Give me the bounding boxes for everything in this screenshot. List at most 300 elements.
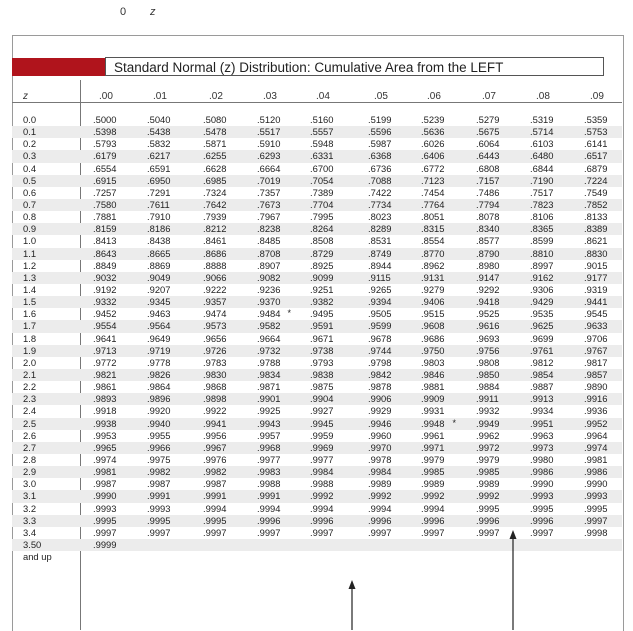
table-cell: .8708 <box>257 247 281 259</box>
z-value: 1.9 <box>23 344 37 356</box>
table-cell: .9699 <box>530 332 554 344</box>
table-cell: .8508 <box>310 235 334 247</box>
table-cell: .8849 <box>93 259 117 271</box>
table-cell: .9279 <box>421 283 445 295</box>
table-cell: .8749 <box>368 247 392 259</box>
table-cell: .9997 <box>310 526 334 538</box>
z-value: 0.1 <box>23 126 37 138</box>
table-cell: .8078 <box>476 211 500 223</box>
table-cell: .5871 <box>203 138 227 150</box>
table-cell: .9943 <box>257 417 281 429</box>
table-cell: .9798 <box>368 356 392 368</box>
z-value: 2.4 <box>23 405 37 417</box>
header-col-6: .05 <box>374 91 388 102</box>
table-cell: .6406 <box>421 150 445 162</box>
table-cell: .9821 <box>93 368 117 380</box>
table-cell: .9993 <box>530 490 554 502</box>
table-cell: .7324 <box>203 186 227 198</box>
table-cell: .6591 <box>147 162 171 174</box>
table-cell: .9616 <box>476 320 500 332</box>
table-cell: .9957 <box>257 429 281 441</box>
table-cell: .9357 <box>203 296 227 308</box>
table-cell: .9686 <box>421 332 445 344</box>
table-cell: .9918 <box>93 405 117 417</box>
table-cell: .8023 <box>368 211 392 223</box>
table-row <box>12 490 622 502</box>
table-cell: .5596 <box>368 126 392 138</box>
header-col-10: .09 <box>590 91 604 102</box>
table-cell: .8315 <box>421 223 445 235</box>
table-cell: .6772 <box>421 162 445 174</box>
table-row <box>12 163 622 175</box>
table-cell: .9955 <box>147 429 171 441</box>
table-cell: .9981 <box>584 453 608 465</box>
table-cell: .9974 <box>584 441 608 453</box>
table-cell: .9890 <box>584 381 608 393</box>
table-cell: .9015 <box>584 259 608 271</box>
table-cell: .7734 <box>368 198 392 210</box>
table-cell: .7580 <box>93 198 117 210</box>
table-cell: .9904 <box>310 393 334 405</box>
table-cell: .6844 <box>530 162 554 174</box>
table-cell: .9925 <box>257 405 281 417</box>
table-cell: .9995 <box>476 502 500 514</box>
table-cell: .9948 <box>421 417 445 429</box>
table-cell: .9783 <box>203 356 227 368</box>
table-cell: .9988 <box>257 478 281 490</box>
table-cell: .9868 <box>203 381 227 393</box>
table-cell: .9995 <box>203 514 227 526</box>
table-cell: .9956 <box>203 429 227 441</box>
table-cell: .9706 <box>584 332 608 344</box>
table-cell: .9857 <box>584 368 608 380</box>
table-cell: .9664 <box>257 332 281 344</box>
z-value: 2.5 <box>23 417 37 429</box>
table-cell: .7549 <box>584 186 608 198</box>
table-cell: .9582 <box>257 320 281 332</box>
table-cell: .9983 <box>257 466 281 478</box>
header-col-7: .06 <box>427 91 441 102</box>
header-col-2: .01 <box>153 91 167 102</box>
table-cell: .9968 <box>257 441 281 453</box>
table-cell: .9946 <box>368 417 392 429</box>
table-cell: .8264 <box>310 223 334 235</box>
table-cell: .9969 <box>310 441 334 453</box>
table-cell: .9994 <box>421 502 445 514</box>
table-cell: .7224 <box>584 174 608 186</box>
z-value: 3.1 <box>23 490 37 502</box>
table-cell: .9986 <box>530 466 554 478</box>
axis-zero-label: 0 <box>120 6 127 18</box>
table-cell: .5319 <box>530 114 554 125</box>
table-cell: .9932 <box>476 405 500 417</box>
table-row <box>12 308 622 320</box>
table-cell: .9429 <box>530 296 554 308</box>
z-value: 3.3 <box>23 514 37 526</box>
header-col-8: .07 <box>482 91 496 102</box>
table-cell: .7611 <box>147 198 170 210</box>
table-cell: .9808 <box>476 356 500 368</box>
table-cell: .7019 <box>257 174 281 186</box>
table-cell: .9997 <box>530 526 554 538</box>
table-cell: .9761 <box>530 344 554 356</box>
table-cell: .8485 <box>257 235 281 247</box>
table-cell: .7454 <box>421 186 445 198</box>
header-col-1: .00 <box>99 91 113 102</box>
table-cell: .9984 <box>368 466 392 478</box>
table-cell: .9997 <box>584 514 608 526</box>
table-row <box>12 272 622 284</box>
table-cell: .9979 <box>421 453 445 465</box>
table-cell: .8438 <box>147 235 171 247</box>
table-cell: .9961 <box>421 429 445 441</box>
z-value: 2.9 <box>23 466 37 478</box>
table-cell: .9898 <box>203 393 227 405</box>
table-cell: .8997 <box>530 259 554 271</box>
table-cell: .9846 <box>421 368 445 380</box>
table-cell: .8461 <box>203 235 227 247</box>
table-cell: .5636 <box>421 126 445 138</box>
z-value: 3.0 <box>23 478 37 490</box>
table-body <box>12 114 622 563</box>
table-cell: .9990 <box>93 490 117 502</box>
table-cell: .9981 <box>93 466 117 478</box>
z-value: 0.3 <box>23 150 37 162</box>
table-cell: .9963 <box>530 429 554 441</box>
z-value: 3.50 <box>23 538 42 550</box>
table-cell: .8554 <box>421 235 445 247</box>
table-cell: .9967 <box>203 441 227 453</box>
table-cell: .9996 <box>257 514 281 526</box>
table-cell: .7967 <box>257 211 281 223</box>
table-cell: .9750 <box>421 344 445 356</box>
table-cell: .9976 <box>203 453 227 465</box>
table-row <box>12 381 622 393</box>
table-cell: .9997 <box>93 526 117 538</box>
z-value: 1.5 <box>23 296 37 308</box>
table-cell: .9927 <box>310 405 334 417</box>
table-cell: .9418 <box>476 296 500 308</box>
table-cell: .9987 <box>147 478 171 490</box>
table-cell: .7157 <box>476 174 500 186</box>
table-row <box>12 211 622 223</box>
table-row <box>12 235 622 247</box>
table-cell: .9625 <box>530 320 554 332</box>
table-cell: .9991 <box>203 490 227 502</box>
table-cell: .5478 <box>203 126 227 138</box>
star-marker-icon: * <box>452 417 457 428</box>
table-cell: .9535 <box>530 308 554 320</box>
table-cell: .9591 <box>310 320 334 332</box>
header-col-5: .04 <box>316 91 330 102</box>
table-cell: .9941 <box>203 417 227 429</box>
table-cell: .9971 <box>421 441 445 453</box>
table-cell: .9649 <box>147 332 171 344</box>
z-value: 3.2 <box>23 502 37 514</box>
arrow-up-icon <box>508 530 518 630</box>
table-cell: .9515 <box>421 308 445 320</box>
table-cell: .9896 <box>147 393 171 405</box>
table-cell: .9940 <box>147 417 171 429</box>
table-cell: .9854 <box>530 368 554 380</box>
table-cell: .9989 <box>476 478 500 490</box>
table-cell: .9812 <box>530 356 554 368</box>
z-value: 0.5 <box>23 174 37 186</box>
table-row <box>12 320 622 332</box>
table-cell: .9992 <box>421 490 445 502</box>
table-cell: .9452 <box>93 308 117 320</box>
table-cell: .9985 <box>476 466 500 478</box>
table-cell: .9997 <box>368 526 392 538</box>
table-cell: .9756 <box>476 344 500 356</box>
table-cell: .9251 <box>310 283 334 295</box>
table-cell: .9978 <box>368 453 392 465</box>
table-cell: .9608 <box>421 320 445 332</box>
table-cell: .9949 <box>476 417 500 429</box>
table-cell: .5948 <box>310 138 334 150</box>
table-cell: .6915 <box>93 174 117 186</box>
table-cell: .7823 <box>530 198 554 210</box>
table-cell: .9474 <box>203 308 227 320</box>
table-cell: .9788 <box>257 356 281 368</box>
table-row <box>12 248 622 260</box>
table-cell: .8643 <box>93 247 117 259</box>
table-cell: .8621 <box>584 235 608 247</box>
table-cell: .9049 <box>147 271 171 283</box>
table-cell: .9953 <box>93 429 117 441</box>
table-cell: .7422 <box>368 186 392 198</box>
table-cell: .9554 <box>93 320 117 332</box>
table-row <box>12 527 622 539</box>
table-row <box>12 503 622 515</box>
table-cell: .9222 <box>203 283 227 295</box>
header-col-3: .02 <box>209 91 223 102</box>
table-cell: .7257 <box>93 186 117 198</box>
table-cell: .6368 <box>368 150 392 162</box>
table-cell: .9767 <box>584 344 608 356</box>
table-cell: .8531 <box>368 235 392 247</box>
table-row <box>12 126 622 138</box>
z-value: 2.6 <box>23 429 37 441</box>
table-cell: .9991 <box>147 490 171 502</box>
table-cell: .9838 <box>310 368 334 380</box>
table-row <box>12 345 622 357</box>
table-cell: .5398 <box>93 126 117 138</box>
table-cell: .9916 <box>584 393 608 405</box>
table-cell: .6064 <box>476 138 500 150</box>
table-cell: .9131 <box>421 271 445 283</box>
table-cell: .9997 <box>421 526 445 538</box>
table-cell: .7642 <box>203 198 227 210</box>
table-cell: .9977 <box>310 453 334 465</box>
table-cell: .9984 <box>310 466 334 478</box>
table-cell: .9382 <box>310 296 334 308</box>
table-cell: .9678 <box>368 332 392 344</box>
table-cell: .9177 <box>584 271 608 283</box>
table-cell: .9980 <box>530 453 554 465</box>
table-cell: .8238 <box>257 223 281 235</box>
table-cell: .9147 <box>476 271 500 283</box>
table-cell: .9463 <box>147 308 171 320</box>
table-cell: .8944 <box>368 259 392 271</box>
table-cell: .9952 <box>584 417 608 429</box>
table-cell: .9772 <box>93 356 117 368</box>
table-cell: .9713 <box>93 344 117 356</box>
table-cell: .9370 <box>257 296 281 308</box>
table-cell: .8365 <box>530 223 554 235</box>
table-cell: .9545 <box>584 308 608 320</box>
table-cell: .5517 <box>257 126 281 138</box>
table-cell: .9656 <box>203 332 227 344</box>
table-row <box>12 357 622 369</box>
distribution-axis-fragment <box>0 0 633 30</box>
table-cell: .9066 <box>203 271 227 283</box>
table-cell: .9803 <box>421 356 445 368</box>
table-cell: .9936 <box>584 405 608 417</box>
table-cell: .9345 <box>147 296 171 308</box>
table-cell: .6554 <box>93 162 117 174</box>
table-cell: .9265 <box>368 283 392 295</box>
table-cell: .9693 <box>476 332 500 344</box>
z-value: 1.4 <box>23 283 37 295</box>
z-value: 3.4 <box>23 526 37 538</box>
table-cell: .8186 <box>147 223 171 235</box>
table-cell: .9997 <box>203 526 227 538</box>
table-cell: .9990 <box>530 478 554 490</box>
table-row <box>12 199 622 211</box>
table-cell: .9991 <box>257 490 281 502</box>
z-value: and up <box>23 551 52 563</box>
table-cell: .9996 <box>368 514 392 526</box>
table-row <box>12 296 622 308</box>
table-cell: .7995 <box>310 211 334 223</box>
table-cell: .7291 <box>147 186 171 198</box>
table-cell: .9817 <box>584 356 608 368</box>
table-cell: .9911 <box>476 393 499 405</box>
table-cell: .9993 <box>93 502 117 514</box>
table-cell: .7190 <box>530 174 554 186</box>
table-row <box>12 515 622 527</box>
table-cell: .9977 <box>257 453 281 465</box>
table-cell: .9633 <box>584 320 608 332</box>
table-cell: .5714 <box>530 126 554 138</box>
table-cell: .9995 <box>584 502 608 514</box>
table-cell: .8413 <box>93 235 117 247</box>
z-value: 1.2 <box>23 259 37 271</box>
z-value: 2.8 <box>23 453 37 465</box>
table-row <box>12 333 622 345</box>
table-cell: .8907 <box>257 259 281 271</box>
table-cell: .9306 <box>530 283 554 295</box>
table-cell: .6141 <box>584 138 608 150</box>
table-cell: .9996 <box>530 514 554 526</box>
table-cell: .8212 <box>203 223 227 235</box>
table-cell: .6179 <box>93 150 117 162</box>
z-value: 1.7 <box>23 320 37 332</box>
z-value: 2.7 <box>23 441 37 453</box>
z-value: 0.2 <box>23 138 37 150</box>
table-cell: .6443 <box>476 150 500 162</box>
table-cell: .9599 <box>368 320 392 332</box>
header-col-9: .08 <box>536 91 550 102</box>
table-cell: .9994 <box>257 502 281 514</box>
table-cell: .9990 <box>584 478 608 490</box>
table-cell: .5675 <box>476 126 500 138</box>
table-cell: .7486 <box>476 186 500 198</box>
table-cell: .9909 <box>421 393 445 405</box>
table-cell: .8665 <box>147 247 171 259</box>
table-cell: .7939 <box>203 211 227 223</box>
table-cell: .8962 <box>421 259 445 271</box>
z-value: 2.3 <box>23 393 37 405</box>
table-cell: .8389 <box>584 223 608 235</box>
table-cell: .8340 <box>476 223 500 235</box>
table-cell: .9982 <box>147 466 171 478</box>
table-cell: .9830 <box>203 368 227 380</box>
table-cell: .9292 <box>476 283 500 295</box>
table-cell: .9192 <box>93 283 117 295</box>
table-row <box>12 223 622 235</box>
table-cell: .6879 <box>584 162 608 174</box>
z-value: 2.2 <box>23 381 37 393</box>
table-cell: .5987 <box>368 138 392 150</box>
table-cell: .9826 <box>147 368 171 380</box>
star-marker-icon: * <box>287 308 292 319</box>
table-cell: .9929 <box>368 405 392 417</box>
table-cell: .9793 <box>310 356 334 368</box>
table-cell: .9842 <box>368 368 392 380</box>
table-cell: .8888 <box>203 259 227 271</box>
table-cell: .7054 <box>310 174 334 186</box>
table-cell: .8686 <box>203 247 227 259</box>
table-cell: .9901 <box>257 393 281 405</box>
table-cell: .9995 <box>147 514 171 526</box>
table-cell: .6217 <box>147 150 171 162</box>
table-cell: .9875 <box>310 381 334 393</box>
table-cell: .9032 <box>93 271 117 283</box>
table-cell: .6480 <box>530 150 554 162</box>
arrow-up-icon <box>347 580 357 630</box>
table-cell: .6664 <box>257 162 281 174</box>
table-cell: .9484 <box>257 308 281 320</box>
header-col-4: .03 <box>263 91 277 102</box>
table-cell: .9732 <box>257 344 281 356</box>
table-cell: .9864 <box>147 381 171 393</box>
table-cell: .6331 <box>310 150 334 162</box>
table-cell: .9394 <box>368 296 392 308</box>
table-cell: .9881 <box>421 381 445 393</box>
table-cell: .9920 <box>147 405 171 417</box>
z-value: 0.6 <box>23 186 37 198</box>
table-cell: .5832 <box>147 138 171 150</box>
z-value: 1.0 <box>23 235 37 247</box>
table-cell: .9505 <box>368 308 392 320</box>
table-cell: .5910 <box>257 138 281 150</box>
table-cell: .9938 <box>93 417 117 429</box>
table-cell: .9495 <box>310 308 334 320</box>
table-row <box>12 138 622 150</box>
table-cell: .9988 <box>310 478 334 490</box>
z-value: 0.9 <box>23 223 37 235</box>
table-cell: .6985 <box>203 174 227 186</box>
table-cell: .6293 <box>257 150 281 162</box>
table-cell: .6808 <box>476 162 500 174</box>
table-cell: .5438 <box>147 126 171 138</box>
table-row <box>12 418 622 430</box>
table-row <box>12 551 622 563</box>
table-cell: .9573 <box>203 320 227 332</box>
table-cell: .6736 <box>368 162 392 174</box>
